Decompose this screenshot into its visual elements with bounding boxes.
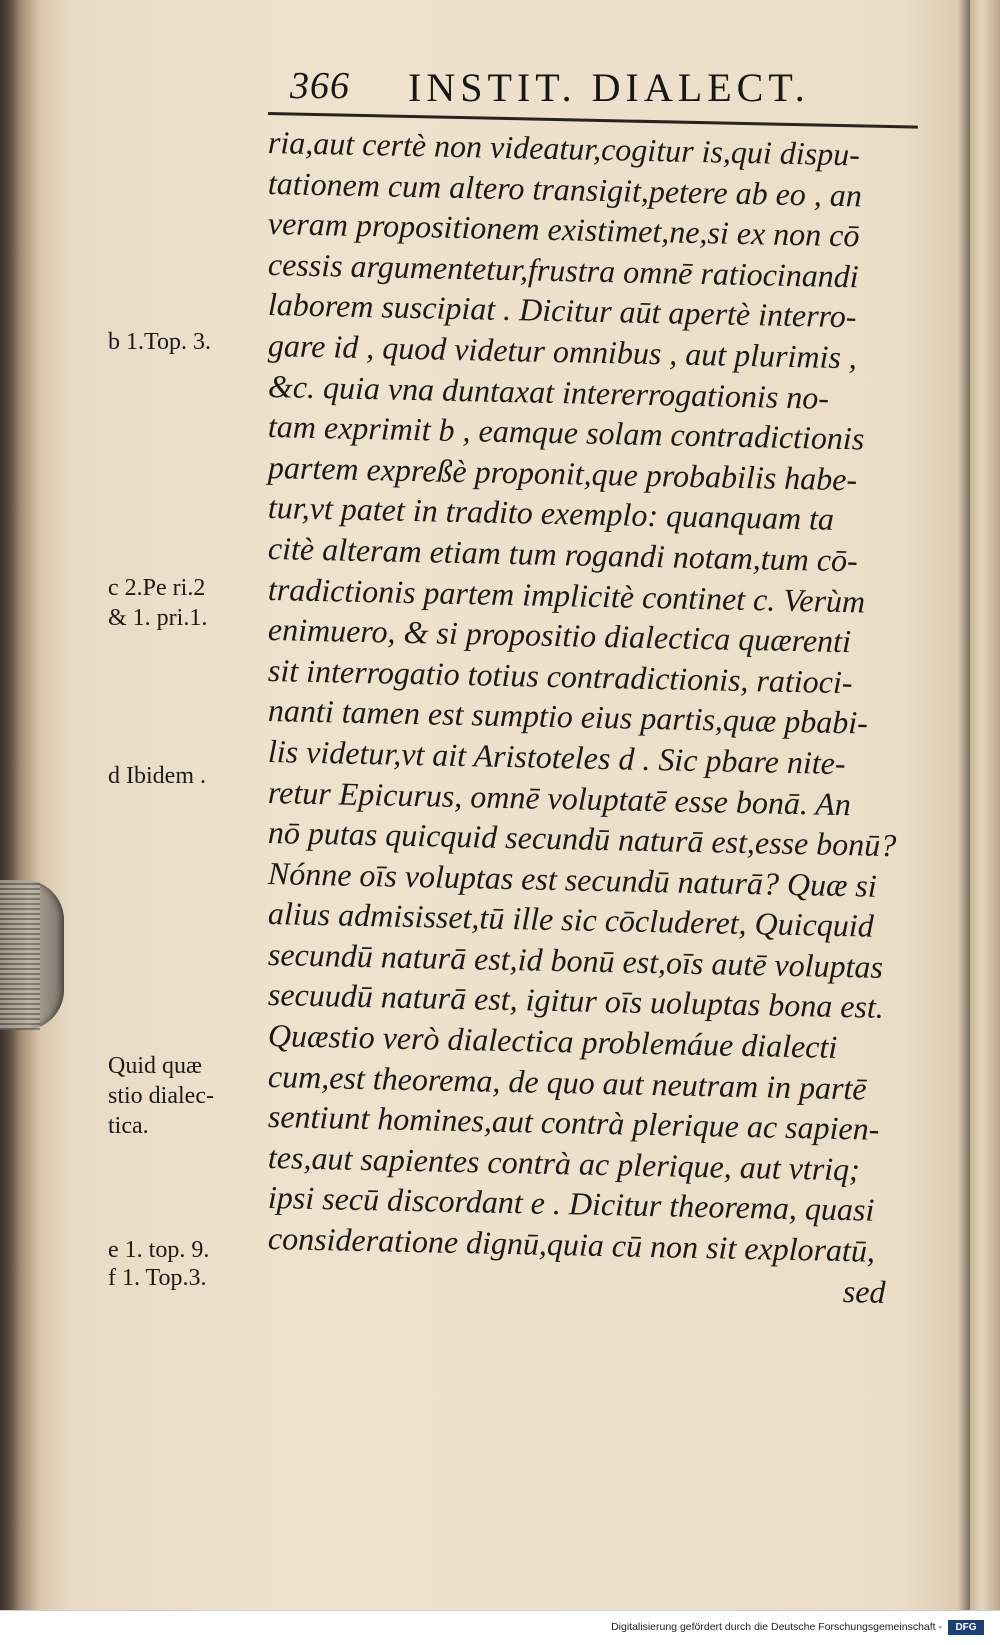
text-line: nanti tamen est sumptio eius partis,quæ pbabi- (267, 692, 869, 741)
text-line: laborem suscipiat . Dicitur aūt apertè interro- (267, 286, 857, 335)
marginal-note: f 1. Top.3. (108, 1265, 207, 1291)
text-line: secuudū naturā est, igitur oīs uoluptas bona est. (267, 976, 885, 1026)
text-line: cum,est theorema, de quo aut neutram in partē (267, 1057, 867, 1107)
gutter-shadow (958, 0, 970, 1610)
body-text (267, 122, 948, 1310)
page-header (268, 58, 888, 114)
text-line: partem expreßè proponit,que probabilis habe- (267, 448, 858, 498)
text-line: tationem cum altero transigit,petere ab eo , an (267, 164, 863, 214)
text-line: sentiunt homines,aut contrà plerique ac sapien- (267, 1098, 880, 1148)
text-line: tradictionis partem implicitè continet c. Verùm (267, 570, 866, 620)
text-line: retur Epicurus, omnē voluptatē esse bonā. An (267, 773, 852, 822)
text-line: gare id , quod videtur omnibus , aut plurimis , (267, 326, 858, 376)
text-line: Nónne oīs voluptas est secundū naturā? Quæ si (267, 854, 878, 904)
dfg-logo: DFG (948, 1620, 984, 1635)
marginal-note: Quid quæ (108, 1053, 203, 1079)
marginal-note: e 1. top. 9. (108, 1237, 210, 1263)
text-line: alius admisisset,tū ille sic cōcluderet, Quicquid (267, 895, 875, 944)
catchword: sed (842, 1272, 886, 1310)
text-line: sit interrogatio totius contradictionis, ratioci- (267, 651, 853, 700)
text-line: tam exprimit b , eamque solam contradictionis (267, 408, 865, 457)
text-line: tes,aut sapientes contrà ac plerique, aut vtriq; (267, 1138, 861, 1188)
marginal-note: tica. (108, 1113, 149, 1139)
page-edges (0, 880, 40, 1030)
facing-page-edge (970, 0, 1000, 1610)
funding-credit: Digitalisierung gefördert durch die Deutsche Forschungsgemeinschaft - (611, 1621, 942, 1633)
text-line: cessis argumentetur,frustra omnē ratiocinandi (267, 245, 860, 295)
marginal-note: stio dialec- (108, 1083, 214, 1109)
text-line: veram propositionem existimet,ne,si ex non cō (267, 205, 860, 254)
running-head: INSTIT. DIALECT. (408, 65, 810, 110)
marginal-note: c 2.Pe ri.2 (108, 575, 206, 601)
text-line: ipsi secū discordant e . Dicitur theorema, quasi (267, 1179, 875, 1229)
text-line: tur,vt patet in tradito exemplo: quanquam ta (267, 489, 835, 538)
text-line: secundū naturā est,id bonū est,oīs autē voluptas (267, 935, 884, 985)
text-line: &c. quia vna duntaxat intererrogationis no- (267, 367, 830, 416)
text-line: consideratione dignū,quia cū non sit exploratū, (267, 1220, 876, 1269)
marginal-note: d Ibidem . (108, 763, 206, 789)
marginal-note: b 1.Top. 3. (108, 329, 211, 355)
text-line: Quæstio verò dialectica problemáue dialecti (267, 1017, 838, 1065)
page-number: 366 (290, 65, 350, 107)
footer-bar (0, 1610, 1000, 1645)
text-line: ria,aut certè non videatur,cogitur is,qui dispu- (267, 124, 861, 173)
text-line: lis videtur,vt ait Aristoteles d . Sic pbare nite- (267, 732, 846, 782)
text-line: citè alteram etiam tum rogandi notam,tum cō- (267, 529, 859, 579)
text-line: enimuero, & si propositio dialectica quærenti (267, 611, 852, 660)
marginal-note: & 1. pri.1. (108, 605, 208, 631)
text-line: nō putas quicquid secundū naturā est,esse bonū? (267, 814, 897, 864)
